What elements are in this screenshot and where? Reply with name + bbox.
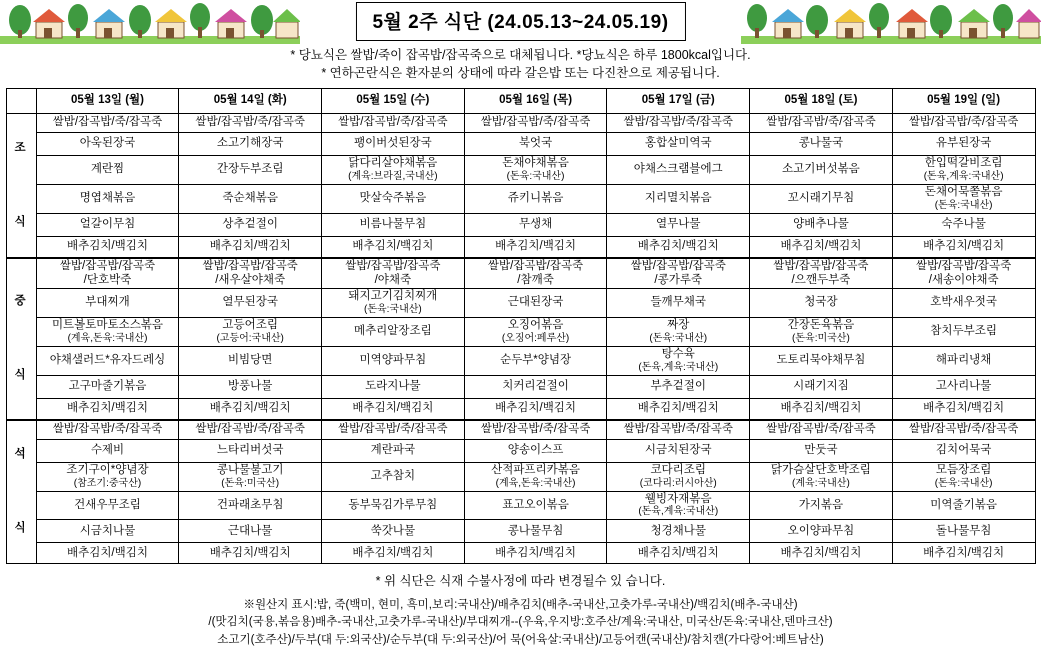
kimchi-cell: 배추김치/백김치 <box>464 543 607 564</box>
column-header-sat: 05월 18일 (토) <box>750 89 893 114</box>
kimchi-cell: 배추김치/백김치 <box>322 398 465 420</box>
rice-cell: 쌀밥/잡곡밥/잡곡죽 /으깬두부죽 <box>750 258 893 289</box>
menu-item-cell: 콩나물무침 <box>464 520 607 543</box>
footer-notes <box>0 572 1041 649</box>
rice-cell: 쌀밥/잡곡밥/죽/잡곡죽 <box>179 114 322 133</box>
menu-item-cell: 미트볼토마토소스볶음 (계육,돈육:국내산) <box>36 318 179 347</box>
kimchi-cell: 배추김치/백김치 <box>892 236 1035 258</box>
origin-line-1: ※원산지 표시:밥, 죽(백미, 현미, 흑미,보리:국내산)/배추김치(배추-국내산,고춧가루-국내산)/백김치(배추-국내산) <box>243 599 798 612</box>
table-row <box>6 543 1035 564</box>
menu-item-cell: 야채샐러드*유자드레싱 <box>36 347 179 376</box>
menu-item-cell: 무생채 <box>464 213 607 236</box>
menu-item-cell: 코다리조림 (코다리:러시아산) <box>607 462 750 491</box>
menu-item-cell: 콩나물국 <box>750 133 893 156</box>
rice-cell: 쌀밥/잡곡밥/죽/잡곡죽 <box>750 114 893 133</box>
menu-item-cell: 숙주나물 <box>892 213 1035 236</box>
menu-item-cell: 메추리알장조림 <box>322 318 465 347</box>
kimchi-cell: 배추김치/백김치 <box>179 398 322 420</box>
menu-item-cell: 팽이버섯된장국 <box>322 133 465 156</box>
menu-item-cell: 건파래초무침 <box>179 491 322 520</box>
menu-item-cell: 계란파국 <box>322 439 465 462</box>
menu-item-cell: 유부된장국 <box>892 133 1035 156</box>
rice-cell: 쌀밥/잡곡밥/잡곡죽 /새우살야채죽 <box>179 258 322 289</box>
column-header-sun: 05월 19일 (일) <box>892 89 1035 114</box>
menu-item-cell: 비름나물무침 <box>322 213 465 236</box>
menu-item-cell: 건새우무조림 <box>36 491 179 520</box>
meal-label-breakfast: 조 식 <box>6 114 36 258</box>
table-row <box>6 520 1035 543</box>
menu-item-cell: 들깨무채국 <box>607 289 750 318</box>
menu-item-cell: 가지볶음 <box>750 491 893 520</box>
menu-item-cell: 열무된장국 <box>179 289 322 318</box>
menu-item-cell: 산적파프리카볶음 (계육,돈육:국내산) <box>464 462 607 491</box>
table-row <box>6 156 1035 185</box>
menu-item-cell: 순두부*양념장 <box>464 347 607 376</box>
menu-item-cell: 돼지고기김치찌개 (돈육:국내산) <box>322 289 465 318</box>
kimchi-cell: 배추김치/백김치 <box>892 398 1035 420</box>
menu-item-cell: 돈채어묵쫄볶음 (돈육:국내산) <box>892 185 1035 214</box>
column-header-fri: 05월 17일 (금) <box>607 89 750 114</box>
rice-cell: 쌀밥/잡곡밥/죽/잡곡죽 <box>892 114 1035 133</box>
kimchi-cell: 배추김치/백김치 <box>464 398 607 420</box>
table-row <box>6 133 1035 156</box>
decoration-right <box>741 0 1041 44</box>
menu-item-cell: 고구마줄기볶음 <box>36 375 179 398</box>
menu-item-cell: 시금치나물 <box>36 520 179 543</box>
menu-item-cell: 근대나물 <box>179 520 322 543</box>
menu-item-cell: 고사리나물 <box>892 375 1035 398</box>
kimchi-cell: 배추김치/백김치 <box>892 543 1035 564</box>
table-row <box>6 258 1035 289</box>
kimchi-cell: 배추김치/백김치 <box>607 236 750 258</box>
menu-item-cell: 고추참치 <box>322 462 465 491</box>
menu-item-cell: 시금치된장국 <box>607 439 750 462</box>
rice-cell: 쌀밥/잡곡밥/죽/잡곡죽 <box>892 420 1035 440</box>
menu-item-cell: 쥬키니볶음 <box>464 185 607 214</box>
note-line-2: * 연하곤란식은 환자분의 상태에 따라 갈은밥 또는 다진찬으로 제공됩니다. <box>321 66 720 81</box>
kimchi-cell: 배추김치/백김치 <box>36 398 179 420</box>
rice-cell: 쌀밥/잡곡밥/죽/잡곡죽 <box>322 420 465 440</box>
table-row <box>6 185 1035 214</box>
table-row <box>6 318 1035 347</box>
origin-line-3: 소고기(호주산)/두부(대 두:외국산)/순두부(대 두:외국산)/어 묵(어육살:국내산)/고등어캔(국내산)/참치캔(가다랑어:베트남산) <box>217 633 824 646</box>
table-row <box>6 375 1035 398</box>
menu-item-cell: 한입떡갈비조림 (돈육,계육:국내산) <box>892 156 1035 185</box>
rice-cell: 쌀밥/잡곡밥/잡곡죽 /단호박죽 <box>36 258 179 289</box>
menu-item-cell: 지리멸치볶음 <box>607 185 750 214</box>
kimchi-cell: 배추김치/백김치 <box>179 543 322 564</box>
kimchi-cell: 배추김치/백김치 <box>750 236 893 258</box>
menu-item-cell: 부대찌개 <box>36 289 179 318</box>
menu-item-cell: 비빔당면 <box>179 347 322 376</box>
table-row <box>6 289 1035 318</box>
table-body <box>6 114 1035 564</box>
menu-item-cell: 북엇국 <box>464 133 607 156</box>
table-row <box>6 491 1035 520</box>
meal-label-dinner: 석 식 <box>6 420 36 564</box>
menu-item-cell: 근대된장국 <box>464 289 607 318</box>
kimchi-cell: 배추김치/백김치 <box>750 398 893 420</box>
menu-item-cell: 콩나물불고기 (돈육:미국산) <box>179 462 322 491</box>
menu-item-cell: 해파리냉채 <box>892 347 1035 376</box>
menu-item-cell: 오징어볶음 (오징어:페루산) <box>464 318 607 347</box>
menu-item-cell: 호박새우젓국 <box>892 289 1035 318</box>
menu-item-cell: 방풍나물 <box>179 375 322 398</box>
menu-item-cell: 치커리겉절이 <box>464 375 607 398</box>
menu-item-cell: 닭다리살야채볶음 (계육:브라질,국내산) <box>322 156 465 185</box>
kimchi-cell: 배추김치/백김치 <box>464 236 607 258</box>
menu-item-cell: 청국장 <box>750 289 893 318</box>
origin-line-2: /(맛김치(국용,볶음용)배추-국내산,고춧가루-국내산)/부대찌개--(우육,우지방:호주산/계육:국내산, 미국산/돈육:국내산,덴마크산) <box>208 616 833 629</box>
table-row <box>6 213 1035 236</box>
menu-item-cell: 열무나물 <box>607 213 750 236</box>
menu-item-cell: 맛살숙주볶음 <box>322 185 465 214</box>
rice-cell: 쌀밥/잡곡밥/죽/잡곡죽 <box>464 114 607 133</box>
menu-item-cell: 소고기버섯볶음 <box>750 156 893 185</box>
kimchi-cell: 배추김치/백김치 <box>36 543 179 564</box>
kimchi-cell: 배추김치/백김치 <box>607 398 750 420</box>
rice-cell: 쌀밥/잡곡밥/죽/잡곡죽 <box>36 114 179 133</box>
kimchi-cell: 배추김치/백김치 <box>750 543 893 564</box>
rice-cell: 쌀밥/잡곡밥/잡곡죽 /야채죽 <box>322 258 465 289</box>
rice-cell: 쌀밥/잡곡밥/죽/잡곡죽 <box>750 420 893 440</box>
menu-item-cell: 탕수육 (돈육,계육:국내산) <box>607 347 750 376</box>
menu-item-cell: 양송이스프 <box>464 439 607 462</box>
menu-item-cell: 만둣국 <box>750 439 893 462</box>
menu-item-cell: 야채스크램블에그 <box>607 156 750 185</box>
weekly-menu-table <box>6 88 1036 564</box>
menu-item-cell: 소고기해장국 <box>179 133 322 156</box>
change-note: * 위 식단은 식재 수불사정에 따라 변경될수 있 습니다. <box>375 574 666 589</box>
menu-item-cell: 상추겉절이 <box>179 213 322 236</box>
kimchi-cell: 배추김치/백김치 <box>36 236 179 258</box>
header-notes <box>0 46 1041 82</box>
menu-item-cell: 미역줄기볶음 <box>892 491 1035 520</box>
table-row <box>6 236 1035 258</box>
menu-item-cell: 돌나물무침 <box>892 520 1035 543</box>
menu-item-cell: 간장두부조림 <box>179 156 322 185</box>
menu-item-cell: 간장돈육볶음 (돈육:미국산) <box>750 318 893 347</box>
menu-item-cell: 명엽채볶음 <box>36 185 179 214</box>
menu-item-cell: 미역양파무침 <box>322 347 465 376</box>
page-title: 5월 2주 식단 (24.05.13~24.05.19) <box>355 2 685 41</box>
menu-item-cell: 참치두부조림 <box>892 318 1035 347</box>
menu-item-cell: 홍합살미역국 <box>607 133 750 156</box>
menu-item-cell: 아욱된장국 <box>36 133 179 156</box>
menu-item-cell: 닭가슴살단호박조림 (계육:국내산) <box>750 462 893 491</box>
kimchi-cell: 배추김치/백김치 <box>322 543 465 564</box>
menu-item-cell: 청경채나물 <box>607 520 750 543</box>
table-row <box>6 439 1035 462</box>
rice-cell: 쌀밥/잡곡밥/죽/잡곡죽 <box>179 420 322 440</box>
menu-item-cell: 도토리묵야채무침 <box>750 347 893 376</box>
menu-item-cell: 모듬장조림 (돈육:국내산) <box>892 462 1035 491</box>
menu-item-cell: 김치어묵국 <box>892 439 1035 462</box>
rice-cell: 쌀밥/잡곡밥/잡곡죽 /참깨죽 <box>464 258 607 289</box>
menu-item-cell: 짜장 (돈육:국내산) <box>607 318 750 347</box>
rice-cell: 쌀밥/잡곡밥/잡곡죽 /새송이야채죽 <box>892 258 1035 289</box>
menu-item-cell: 부추겉절이 <box>607 375 750 398</box>
table-row <box>6 347 1035 376</box>
menu-item-cell: 돈채야채볶음 (돈육:국내산) <box>464 156 607 185</box>
menu-item-cell: 수제비 <box>36 439 179 462</box>
menu-item-cell: 오이양파무침 <box>750 520 893 543</box>
table-row <box>6 420 1035 440</box>
corner-cell <box>6 89 36 114</box>
table-row <box>6 398 1035 420</box>
menu-item-cell: 표고오이볶음 <box>464 491 607 520</box>
rice-cell: 쌀밥/잡곡밥/죽/잡곡죽 <box>607 420 750 440</box>
table-row <box>6 114 1035 133</box>
decoration-left <box>0 0 300 44</box>
menu-item-cell: 웰빙자재볶음 (돈육,계육:국내산) <box>607 491 750 520</box>
table-header-row <box>6 89 1035 114</box>
menu-item-cell: 도라지나물 <box>322 375 465 398</box>
rice-cell: 쌀밥/잡곡밥/잡곡죽 /콩가루죽 <box>607 258 750 289</box>
column-header-wed: 05월 15일 (수) <box>322 89 465 114</box>
rice-cell: 쌀밥/잡곡밥/죽/잡곡죽 <box>322 114 465 133</box>
table-row <box>6 462 1035 491</box>
menu-item-cell: 양배추나물 <box>750 213 893 236</box>
menu-item-cell: 계란찜 <box>36 156 179 185</box>
menu-item-cell: 느타리버섯국 <box>179 439 322 462</box>
kimchi-cell: 배추김치/백김치 <box>179 236 322 258</box>
note-line-1: * 당뇨식은 쌀밥/죽이 잡곡밥/잡곡죽으로 대체됩니다. *당뇨식은 하루 1800kcal입니다. <box>290 48 751 62</box>
column-header-tue: 05월 14일 (화) <box>179 89 322 114</box>
header-strip <box>0 0 1041 44</box>
menu-item-cell: 얼갈이무침 <box>36 213 179 236</box>
column-header-mon: 05월 13일 (월) <box>36 89 179 114</box>
rice-cell: 쌀밥/잡곡밥/죽/잡곡죽 <box>36 420 179 440</box>
kimchi-cell: 배추김치/백김치 <box>607 543 750 564</box>
kimchi-cell: 배추김치/백김치 <box>322 236 465 258</box>
rice-cell: 쌀밥/잡곡밥/죽/잡곡죽 <box>607 114 750 133</box>
menu-item-cell: 꼬시래기무침 <box>750 185 893 214</box>
menu-item-cell: 조기구이*양념장 (참조기:중국산) <box>36 462 179 491</box>
menu-item-cell: 시래기지짐 <box>750 375 893 398</box>
menu-item-cell: 쑥갓나물 <box>322 520 465 543</box>
menu-item-cell: 동부묵김가루무침 <box>322 491 465 520</box>
rice-cell: 쌀밥/잡곡밥/죽/잡곡죽 <box>464 420 607 440</box>
village-illustration-right <box>741 0 1041 44</box>
menu-item-cell: 죽순채볶음 <box>179 185 322 214</box>
menu-item-cell: 고등어조림 (고등어:국내산) <box>179 318 322 347</box>
village-illustration-left <box>0 0 300 44</box>
column-header-thu: 05월 16일 (목) <box>464 89 607 114</box>
meal-label-lunch: 중 식 <box>6 258 36 420</box>
